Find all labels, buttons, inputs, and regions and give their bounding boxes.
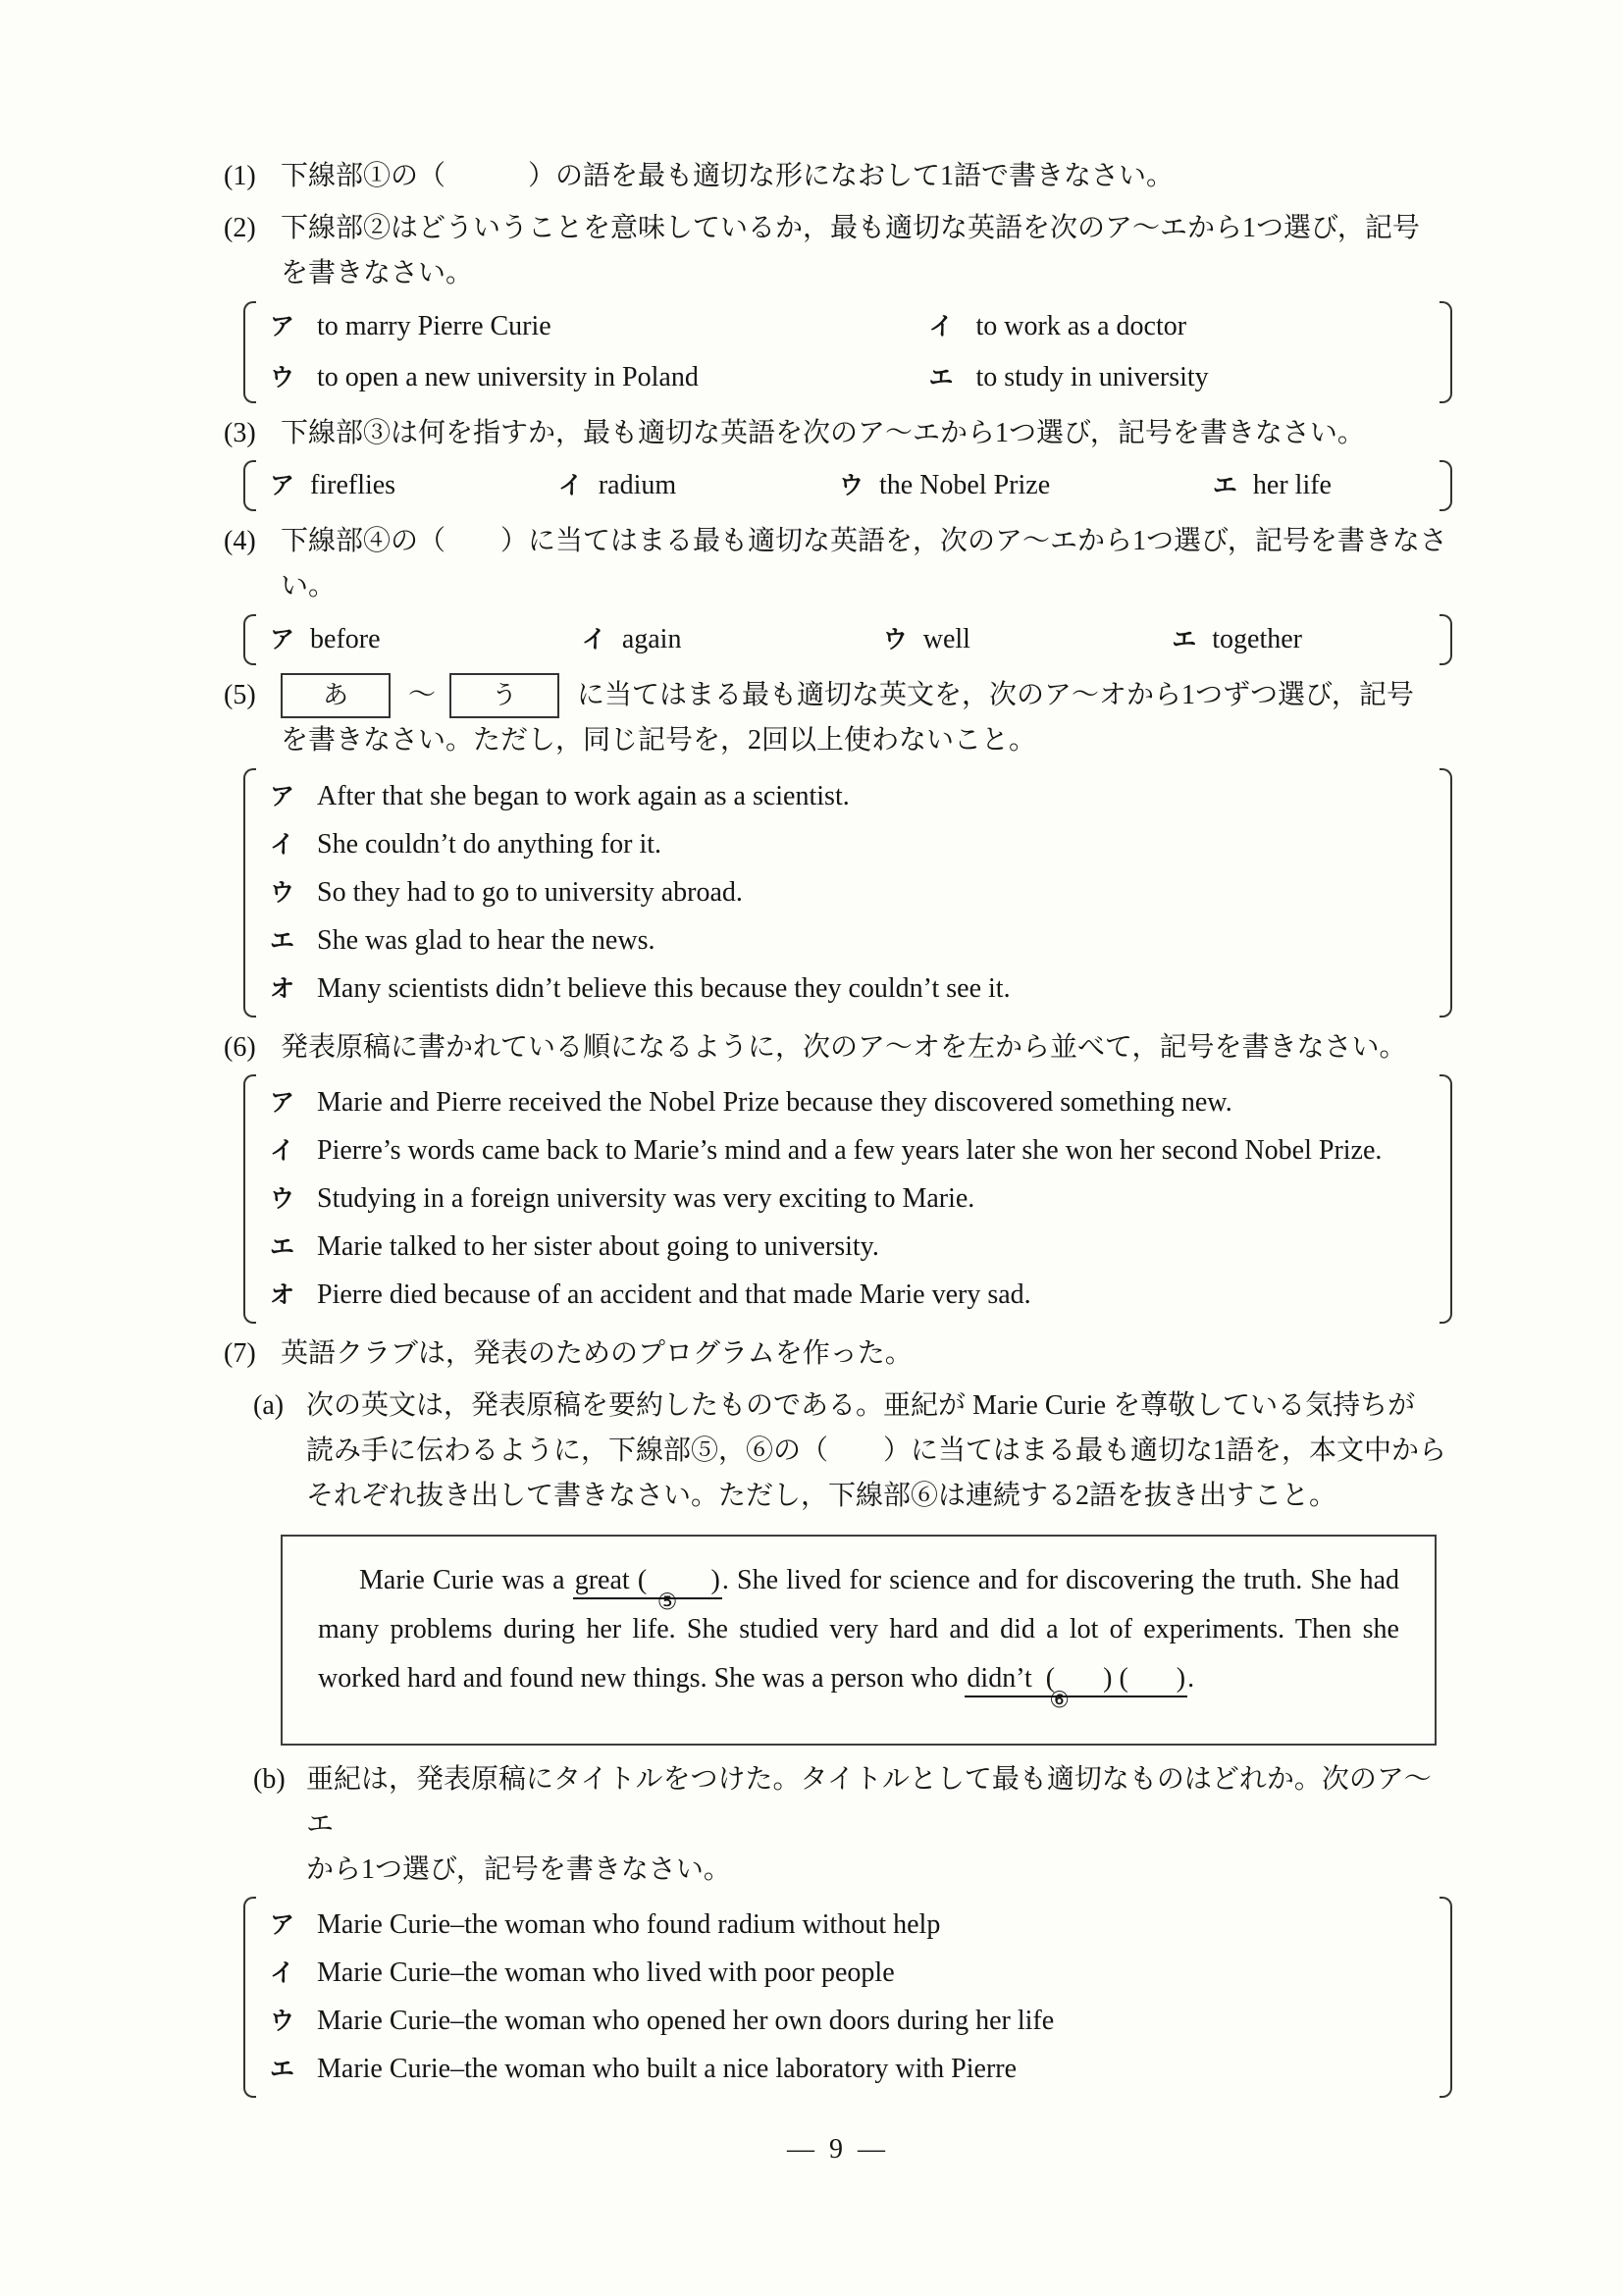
option-text: again bbox=[621, 624, 682, 655]
left-bracket bbox=[243, 460, 256, 511]
option-letter: ウ bbox=[882, 625, 908, 654]
subsection-a-text-line1: 次の英文は，発表原稿を要約したものである。亜紀が Marie Curie を尊敬している気持ちが bbox=[306, 1389, 1416, 1421]
option-item bbox=[270, 966, 1426, 1012]
option-text: She couldn’t do anything for it. bbox=[317, 828, 661, 860]
question-7-text: 英語クラブは，発表のためのプログラムを作った。 bbox=[281, 1337, 913, 1369]
option-letter: ウ bbox=[270, 2007, 295, 2036]
left-bracket bbox=[243, 768, 256, 1018]
option-letter: オ bbox=[270, 1280, 295, 1310]
option-item bbox=[928, 304, 1426, 349]
option-text: the Nobel Prize bbox=[878, 470, 1051, 501]
question-1-text: 下線部①の（ ）の語を最も適切な形になおして1語で書きなさい。 bbox=[281, 161, 1175, 191]
option-item bbox=[839, 463, 1050, 508]
option-letter: エ bbox=[270, 2055, 295, 2084]
option-item bbox=[1172, 617, 1302, 662]
option-text: Marie Curie–the woman who lived with poor people bbox=[317, 1957, 895, 1989]
question-2-options bbox=[243, 301, 1452, 403]
option-text: well bbox=[922, 624, 970, 655]
option-item bbox=[270, 1225, 1426, 1270]
option-letter: ア bbox=[270, 311, 295, 340]
option-letter: イ bbox=[928, 311, 954, 340]
option-item bbox=[270, 1273, 1426, 1318]
question-3-text: 下線部③は何を指すか，最も適切な英語を次のア～エから1つ選び，記号を書きなさい。 bbox=[281, 417, 1365, 448]
option-item bbox=[270, 1951, 1426, 1996]
question-2 bbox=[224, 206, 1452, 296]
answer-box-a: あ bbox=[281, 673, 391, 718]
option-item bbox=[270, 822, 1426, 867]
option-text: to work as a doctor bbox=[975, 310, 1187, 341]
question-3-number: (3) bbox=[224, 417, 256, 448]
summary-segment: . She lived for science and for discovering the truth. She had many problems during her life. She studied very hard and did a lot of experiments. Then she worked hard and found new things. She was a person who bbox=[318, 1564, 1400, 1695]
option-letter: ウ bbox=[838, 471, 864, 500]
summary-segment: Marie Curie was a bbox=[359, 1564, 573, 1595]
subsection-b-options bbox=[243, 1897, 1452, 2098]
option-text: She was glad to hear the news. bbox=[317, 924, 655, 956]
subsection-b-text-line1: 亜紀は，発表原稿にタイトルをつけた。タイトルとして最も適切なものはどれか。次のア～エ bbox=[306, 1763, 1432, 1840]
option-item bbox=[270, 918, 1426, 964]
question-7 bbox=[224, 1331, 1452, 1377]
option-text: radium bbox=[598, 470, 677, 501]
option-item bbox=[270, 1903, 1426, 1948]
question-6-number: (6) bbox=[224, 1031, 256, 1063]
option-text: before bbox=[310, 624, 381, 655]
option-item bbox=[270, 1128, 1426, 1174]
option-text: Pierre died because of an accident and that made Marie very sad. bbox=[317, 1279, 1031, 1311]
option-text: to open a new university in Poland bbox=[317, 361, 699, 392]
right-bracket bbox=[1440, 614, 1452, 665]
left-bracket bbox=[243, 1074, 256, 1324]
question-2-number: (2) bbox=[224, 212, 256, 243]
tilde-separator: ～ bbox=[408, 680, 437, 711]
option-item bbox=[270, 463, 395, 508]
option-letter: オ bbox=[270, 973, 295, 1003]
option-text: Pierre’s words came back to Marie’s mind and a few years later she won her second Nobel Prize. bbox=[317, 1135, 1383, 1167]
option-item bbox=[270, 2047, 1426, 2092]
option-letter: ア bbox=[270, 625, 295, 654]
subsection-b bbox=[253, 1757, 1452, 1893]
option-item bbox=[270, 355, 928, 400]
option-item bbox=[558, 463, 676, 508]
right-bracket bbox=[1440, 1074, 1452, 1324]
option-letter: ア bbox=[270, 1910, 295, 1940]
question-1 bbox=[224, 154, 1452, 199]
option-text: to marry Pierre Curie bbox=[317, 310, 551, 341]
subsection-a-text-line2: 読み手に伝わるように，下線部⑤，⑥の（ ）に当てはまる最も適切な1語を，本文中から bbox=[306, 1435, 1447, 1466]
answer-box-u: う bbox=[449, 673, 559, 718]
question-7-number: (7) bbox=[224, 1337, 256, 1369]
question-1-number: (1) bbox=[224, 161, 256, 191]
option-item bbox=[270, 1999, 1426, 2044]
left-bracket bbox=[243, 301, 256, 403]
option-letter: エ bbox=[270, 1232, 295, 1262]
blank-6: didn’t ( ) ( ) ⑥ bbox=[967, 1663, 1186, 1714]
option-text: Marie talked to her sister about going to university. bbox=[317, 1231, 879, 1263]
option-letter: エ bbox=[928, 362, 954, 391]
option-text: Marie Curie–the woman who found radium without help bbox=[317, 1909, 941, 1941]
option-letter: イ bbox=[557, 471, 583, 500]
option-item bbox=[1213, 463, 1332, 508]
question-4-options bbox=[243, 614, 1452, 665]
subsection-a-text-line3: それぞれ抜き出して書きなさい。ただし，下線部⑥は連続する2語を抜き出すこと。 bbox=[306, 1480, 1337, 1511]
subsection-a bbox=[253, 1383, 1452, 1519]
option-letter: エ bbox=[270, 925, 295, 955]
option-letter: ウ bbox=[270, 1184, 295, 1214]
option-letter: ア bbox=[270, 1088, 295, 1118]
option-text: together bbox=[1212, 624, 1302, 655]
subsection-b-text-line2: から1つ選び，記号を書きなさい。 bbox=[306, 1853, 731, 1885]
option-text: Marie Curie–the woman who opened her own doors during her life bbox=[317, 2006, 1055, 2037]
question-3 bbox=[224, 411, 1452, 456]
question-2-text-line1: 下線部②はどういうことを意味しているか，最も適切な英語を次のア～エから1つ選び，記号 bbox=[281, 212, 1420, 243]
option-letter: イ bbox=[270, 829, 295, 859]
question-6-options bbox=[243, 1074, 1452, 1324]
option-letter: ア bbox=[270, 471, 295, 500]
option-text: her life bbox=[1252, 470, 1332, 501]
subsection-a-label: (a) bbox=[253, 1389, 285, 1421]
circled-number-5: ⑤ bbox=[656, 1589, 678, 1615]
option-letter: ウ bbox=[270, 362, 295, 391]
option-text: Marie and Pierre received the Nobel Prize because they discovered something new. bbox=[317, 1087, 1232, 1119]
option-letter: エ bbox=[1212, 471, 1237, 500]
question-5-text-line2: を書きなさい。ただし，同じ記号を，2回以上使わないこと。 bbox=[281, 725, 1037, 757]
left-bracket bbox=[243, 614, 256, 665]
option-letter: ア bbox=[270, 781, 295, 810]
question-2-text-line2: を書きなさい。 bbox=[281, 257, 474, 288]
option-text: So they had to go to university abroad. bbox=[317, 876, 743, 908]
option-letter: イ bbox=[270, 1136, 295, 1166]
option-text: fireflies bbox=[310, 470, 396, 501]
option-letter: イ bbox=[581, 625, 606, 654]
option-item bbox=[928, 355, 1426, 400]
option-item bbox=[270, 304, 928, 349]
option-item bbox=[270, 617, 381, 662]
right-bracket bbox=[1440, 768, 1452, 1018]
question-4 bbox=[224, 519, 1452, 609]
option-item bbox=[270, 870, 1426, 915]
option-item bbox=[270, 1176, 1426, 1222]
option-item bbox=[270, 774, 1426, 819]
circled-number-6: ⑥ bbox=[1049, 1688, 1071, 1714]
option-letter: ウ bbox=[270, 877, 295, 907]
left-bracket bbox=[243, 1897, 256, 2098]
question-5-number: (5) bbox=[224, 680, 256, 711]
question-3-options bbox=[243, 460, 1452, 511]
question-5-text-line1: に当てはまる最も適切な英文を，次のア～オから1つずつ選び，記号 bbox=[577, 680, 1414, 711]
blank-5: great ( ) ⑤ bbox=[574, 1564, 720, 1615]
summary-segment: . bbox=[1187, 1663, 1195, 1695]
option-text: After that she began to work again as a scientist. bbox=[317, 780, 850, 811]
right-bracket bbox=[1440, 301, 1452, 403]
summary-box bbox=[281, 1535, 1437, 1746]
question-5-options bbox=[243, 768, 1452, 1018]
option-item bbox=[883, 617, 970, 662]
question-6 bbox=[224, 1025, 1452, 1070]
option-item bbox=[582, 617, 682, 662]
question-4-number: (4) bbox=[224, 526, 256, 557]
option-letter: エ bbox=[1172, 625, 1197, 654]
option-text: Many scientists didn’t believe this because they couldn’t see it. bbox=[317, 972, 1011, 1004]
option-text: Studying in a foreign university was very exciting to Marie. bbox=[317, 1183, 975, 1215]
subsection-b-label: (b) bbox=[253, 1763, 286, 1795]
right-bracket bbox=[1440, 1897, 1452, 2098]
page-number: — 9 — bbox=[787, 2134, 889, 2166]
question-4-text: 下線部④の（ ）に当てはまる最も適切な英語を，次のア～エから1つ選び，記号を書きなさい。 bbox=[281, 526, 1447, 602]
option-item bbox=[270, 1080, 1426, 1125]
option-letter: イ bbox=[270, 1958, 295, 1988]
option-text: Marie Curie–the woman who built a nice laboratory with Pierre bbox=[317, 2054, 1018, 2085]
summary-paragraph bbox=[318, 1556, 1400, 1714]
question-5 bbox=[224, 673, 1452, 763]
option-text: to study in university bbox=[975, 361, 1209, 392]
right-bracket bbox=[1440, 460, 1452, 511]
question-6-text: 発表原稿に書かれている順になるように，次のア～オを左から並べて，記号を書きなさい。 bbox=[281, 1031, 1407, 1063]
